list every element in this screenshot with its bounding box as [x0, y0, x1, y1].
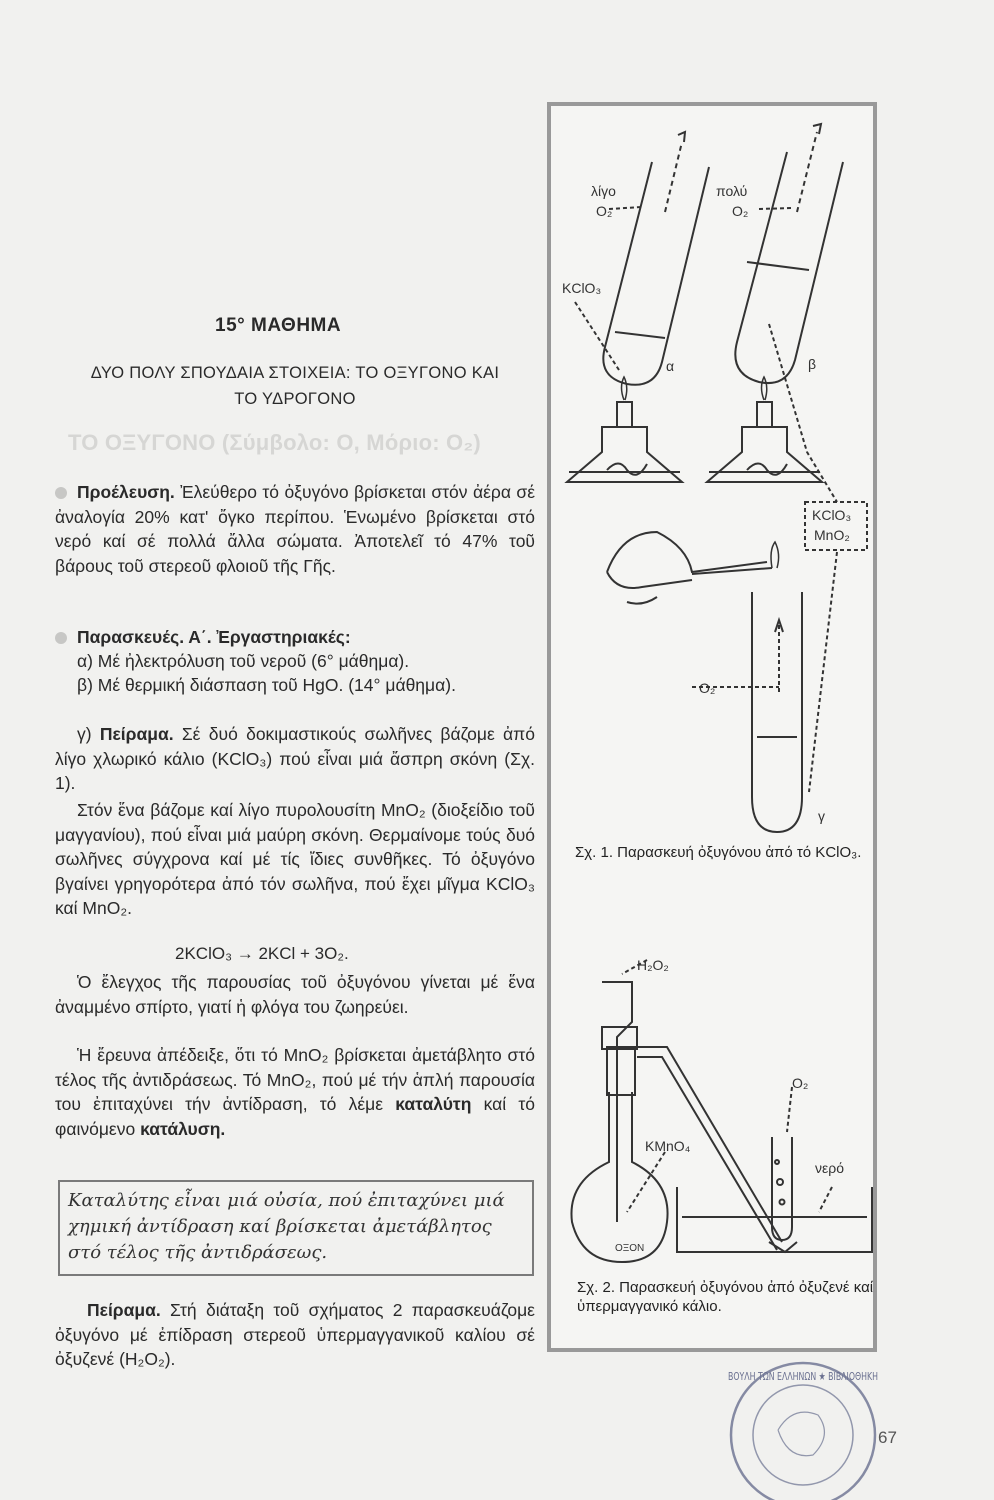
label-much: πολύ	[716, 183, 748, 199]
preparations-heading: Παρασκευές. Α΄. Ἐργαστηριακές:	[77, 627, 351, 647]
prep-paragraph-2: Στόν ἕνα βάζομε καί λίγο πυρολουσίτη MnO₂ (διοξείδιο τοῦ μαγγανίου), πού εἶναι μιά μαύρη σκόνη. Θερμαίνομε τούς δυό σωλῆνες σύγχρονα καί μέ τίς ἴδιες συνθῆκες. Τό ὀξυγόνο βγαίνει γρηγορότερα ἀπό τόν σωλῆνα, πού ἔχει μῖγμα KClO₃ καί MnO₂.	[55, 800, 535, 919]
p4-bold-catalyst: καταλύτη	[395, 1094, 472, 1115]
label-kmno4: KMnO₄	[645, 1138, 691, 1154]
figure-2-caption: Σχ. 2. Παρασκευή ὀξυγόνου ἀπό ὀξυζενέ καί ὑπερμαγγανικό κάλιο.	[577, 1279, 874, 1315]
p4-text: Ἡ ἔρευνα ἀπέδειξε, ὅτι τό MnO₂ βρίσκεται ἀμετάβλητο στό τέλος τῆς ἀντιδράσεως. Τό MnO₂, πού μέ τήν ἁπλή παρουσία του ἐπιταχύνει τήν ἀντίδραση, τό λέμε	[55, 1045, 535, 1115]
label-mix-kclo3: KClO₃	[812, 507, 852, 523]
p4-bold-catalysis: κατάλυση.	[140, 1118, 226, 1139]
origin-heading: Προέλευση.	[77, 482, 175, 502]
figure-1-caption: Σχ. 1. Παρασκευή ὀξυγόνου ἀπό τό KClO₃.	[575, 844, 862, 861]
experiment-2-bold: Πείραμα.	[87, 1300, 161, 1320]
burner-beta	[707, 377, 822, 482]
label-o2-b: O₂	[732, 203, 749, 219]
label-o2-gamma: O₂	[699, 680, 716, 696]
burner-alpha	[567, 377, 682, 482]
title-line-1: ΔΥΟ ΠΟΛΥ ΣΠΟΥΔΑΙΑ ΣΤΟΙΧΕΙΑ: ΤΟ ΟΞΥΓΟΝΟ ΚΑΙ	[90, 364, 500, 382]
prep-paragraph-4	[55, 1043, 535, 1141]
label-o2-a: O₂	[596, 203, 613, 219]
prep-a: α) Μέ ἠλεκτρόλυση τοῦ νεροῦ (6° μάθημα).	[77, 651, 410, 671]
label-kclo3: KClO₃	[562, 280, 602, 296]
prep-b: β) Μέ θερμική διάσπαση τοῦ HgO. (14° μάθημα).	[77, 675, 456, 695]
prep-c-bold: Πείραμα.	[99, 724, 174, 744]
library-stamp	[718, 1360, 888, 1490]
origin-paragraph	[55, 480, 535, 578]
lesson-title	[55, 360, 535, 412]
label-flask: ΟΞΟΝ	[615, 1243, 645, 1254]
label-gamma: γ	[818, 808, 825, 824]
experiment-2-paragraph	[55, 1298, 535, 1372]
test-tube-beta	[735, 152, 843, 383]
p4-mid: καί τό φαινόμενο	[55, 1094, 535, 1139]
prep-c-text: Σέ δυό δοκιμαστικούς σωλῆνες βάζομε ἀπό λίγο χλωρικό κάλιο (KClO₃) πού εἶναι μιά ἄσπρη σκόνη (Σχ. 1).	[55, 724, 535, 794]
oxygen-apparatus	[571, 960, 872, 1262]
lesson-number: 15° ΜΑΘΗΜΑ	[215, 315, 342, 336]
chemical-equation: 2KClO₃ → 2KCl + 3O₂.	[175, 944, 349, 963]
label-o2-fig2: O₂	[792, 1075, 809, 1091]
origin-text: Ἐλεύθερο τό ὀξυγόνο βρίσκεται στόν ἀέρα σέ ἀναλογία 20% κατ' ὄγκο περίπου. Ἑνωμένο βρίσκεται στό νερό καί σέ πολλά ἄλλα σώματα. Ἀποτελεῖ τό 47% τοῦ βάρους τοῦ στερεοῦ φλοιοῦ τῆς Γῆς.	[55, 482, 535, 576]
section-heading: ΤΟ ΟΞΥΓΟΝΟ (Σύμβολο: Ο, Μόριο: Ο₂)	[68, 430, 481, 455]
title-line-2: ΤΟ ΥΔΡΟΓΟΝΟ	[234, 390, 356, 408]
test-tube-gamma	[692, 592, 802, 832]
label-mix-mno2: MnO₂	[814, 527, 850, 543]
prep-c-prefix: γ)	[77, 724, 100, 744]
page-number: 67	[878, 1428, 897, 1447]
test-tube-alpha	[603, 162, 709, 385]
prep-c	[55, 722, 535, 796]
label-beta: β	[808, 356, 817, 372]
label-little: λίγο	[591, 183, 616, 199]
label-h2o2: H₂O₂	[637, 957, 669, 973]
definition-text: Καταλύτης εἶναι μιά οὐσία, πού ἐπιταχύνει μιά χημική ἀντίδραση καί βρίσκεται ἀμετάβλητος στό τέλος τῆς ἀντιδράσεως.	[68, 1190, 505, 1263]
preparations-heading-line	[55, 625, 535, 650]
label-water: νερό	[815, 1160, 844, 1176]
label-alpha: α	[666, 358, 675, 374]
experiment-2-text: Στή διάταξη τοῦ σχήματος 2 παρασκευάζομε ὀξυγόνο μέ ἐπίδραση στερεοῦ ὑπερμαγγανικοῦ καλίου σέ ὀξυζενέ (H₂O₂).	[55, 1300, 535, 1370]
stamp-text: ΒΟΥΛΗ ΤΩΝ ΕΛΛΗΝΩΝ ★ ΒΙΒΛΙΟΘΗΚΗ	[728, 1370, 878, 1383]
prep-paragraph-3: Ὁ ἔλεγχος τῆς παρουσίας τοῦ ὀξυγόνου γίνεται μέ ἕνα ἀναμμένο σπίρτο, γιατί ἡ φλόγα του ζωηρεύει.	[55, 972, 535, 1017]
